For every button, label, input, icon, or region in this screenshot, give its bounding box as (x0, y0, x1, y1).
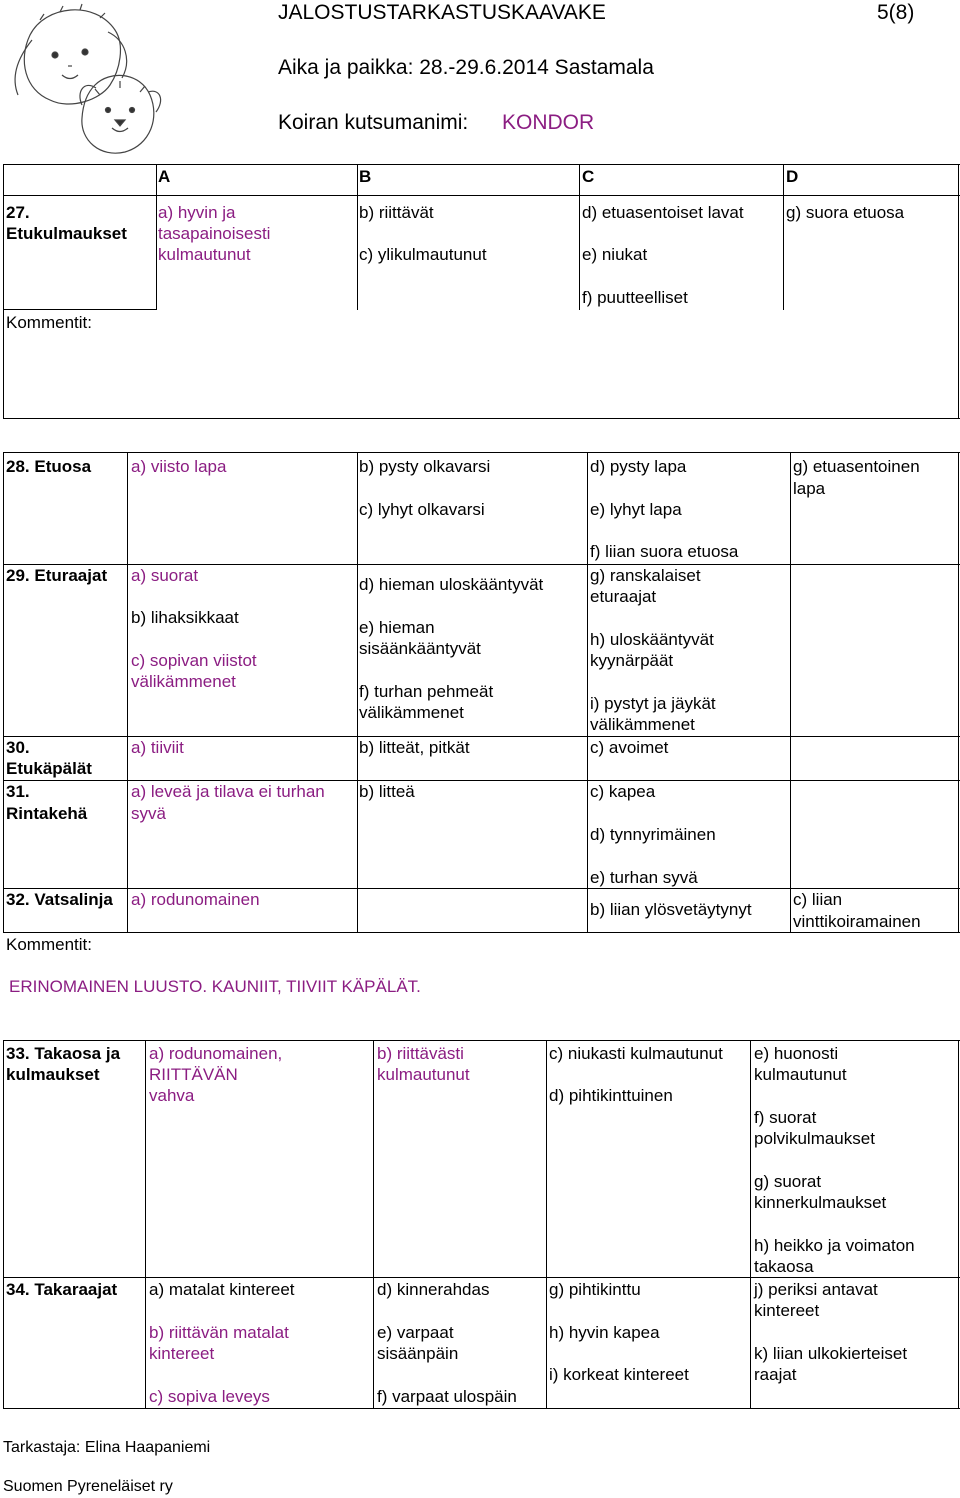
row34-option-b-2: kintereet (149, 1344, 215, 1363)
row29-option-i-2: välikämmenet (590, 715, 695, 734)
row29-option-g-2: eturaajat (590, 587, 657, 606)
row34-option-i: i) korkeat kintereet (549, 1365, 689, 1384)
row33-option-d: d) pihtikinttuinen (549, 1086, 673, 1105)
row33-option-e-2: kulmautunut (754, 1065, 847, 1084)
row27-option-a-3: kulmautunut (158, 245, 251, 264)
row32-option-c: c) liian (793, 890, 843, 909)
dog-name: KONDOR (502, 111, 595, 134)
row29-option-e-2: sisäänkääntyvät (359, 639, 481, 658)
row29-option-i: i) pystyt ja jäykät (590, 694, 716, 713)
row34-option-g: g) pihtikinttu (549, 1280, 641, 1299)
row33-option-e: e) huonosti (754, 1044, 839, 1063)
row29-option-g: g) ranskalaiset (590, 566, 701, 585)
row33-option-b: b) riittävästi (377, 1044, 464, 1063)
comment-label-1: Kommentit: (6, 313, 92, 332)
row34-option-h: h) hyvin kapea (549, 1323, 660, 1342)
row29-option-e: e) hieman (359, 618, 435, 637)
row33-option-g: g) suorat (754, 1172, 822, 1191)
row32-option-a: a) rodunomainen (131, 890, 260, 909)
row34-option-e-2: sisäänpäin (377, 1344, 459, 1363)
row34-option-j: j) periksi antavat (754, 1280, 878, 1299)
row34-label: 34. Takaraajat (6, 1280, 118, 1299)
row30-option-b: b) litteät, pitkät (359, 738, 470, 757)
row29-option-h: h) uloskääntyvät (590, 630, 714, 649)
row27-option-g: g) suora etuosa (786, 203, 905, 222)
row34-option-b: b) riittävän matalat (149, 1323, 289, 1342)
row31-option-e: e) turhan syvä (590, 868, 698, 887)
row33-option-a-2: RIITTÄVÄN (149, 1065, 238, 1084)
row27-option-a-2: tasapainoisesti (158, 224, 271, 243)
row33-option-h-2: takaosa (754, 1257, 814, 1276)
col-header-c: C (582, 167, 595, 186)
row28-option-a: a) viisto lapa (131, 457, 227, 476)
row29-option-c: c) sopivan viistot (131, 651, 257, 670)
row33-label: 33. Takaosa ja (6, 1044, 121, 1063)
row34-option-j-2: kintereet (754, 1301, 820, 1320)
row29-option-h-2: kyynärpäät (590, 651, 674, 670)
row33-option-f: f) suorat (754, 1108, 817, 1127)
row27-option-e: e) niukat (582, 245, 648, 264)
col-header-d: D (786, 167, 799, 186)
row28-label: 28. Etuosa (6, 457, 92, 476)
inspector-name: Tarkastaja: Elina Haapaniemi (3, 1439, 211, 1456)
row30-option-a: a) tiiviit (131, 738, 184, 757)
page-number: 5(8) (877, 1, 915, 24)
row29-label: 29. Eturaajat (6, 566, 108, 585)
row28-option-f: f) liian suora etuosa (590, 542, 739, 561)
col-header-a: A (158, 167, 171, 186)
row27-label: 27. (6, 203, 30, 222)
row34-option-d: d) kinnerahdas (377, 1280, 490, 1299)
row28-option-g: g) etuasentoinen (793, 457, 920, 476)
row34-option-k: k) liian ulkokierteiset (754, 1344, 908, 1363)
row34-option-c: c) sopiva leveys (149, 1387, 270, 1406)
row29-option-f-2: välikämmenet (359, 703, 464, 722)
row31-option-a-2: syvä (131, 804, 166, 823)
row33-option-c: c) niukasti kulmautunut (549, 1044, 723, 1063)
row32-option-b: b) liian ylösvetäytynyt (590, 900, 752, 919)
row34-option-e: e) varpaat (377, 1323, 454, 1342)
row30-label: 30. (6, 738, 30, 757)
row33-option-a: a) rodunomainen, (149, 1044, 283, 1063)
row28-option-c: c) lyhyt olkavarsi (359, 500, 485, 519)
row29-option-c-2: välikämmenet (131, 672, 236, 691)
time-place: Aika ja paikka: 28.-29.6.2014 Sastamala (278, 56, 654, 79)
row31-option-c: c) kapea (590, 782, 656, 801)
row31-label-2: Rintakehä (6, 804, 88, 823)
form-title: JALOSTUSTARKASTUSKAAVAKE (278, 1, 606, 24)
row31-option-d: d) tynnyrimäinen (590, 825, 716, 844)
row28-option-g-2: lapa (793, 479, 826, 498)
row33-option-h: h) heikko ja voimaton (754, 1236, 915, 1255)
comment-text: ERINOMAINEN LUUSTO. KAUNIIT, TIIVIIT KÄPÄLÄT. (9, 977, 421, 996)
row34-option-f: f) varpaat ulospäin (377, 1387, 517, 1406)
row33-label-2: kulmaukset (6, 1065, 100, 1084)
row29-option-f: f) turhan pehmeät (359, 682, 494, 701)
row27-option-f: f) puutteelliset (582, 288, 688, 307)
row32-option-c-2: vinttikoiramainen (793, 912, 921, 931)
row27-option-a: a) hyvin ja (158, 203, 236, 222)
row27-option-c: c) ylikulmautunut (359, 245, 487, 264)
row32-label: 32. Vatsalinja (6, 890, 113, 909)
row28-option-b: b) pysty olkavarsi (359, 457, 491, 476)
dogs-logo (0, 0, 165, 160)
row34-option-a: a) matalat kintereet (149, 1280, 295, 1299)
organization-name: Suomen Pyreneläiset ry (3, 1478, 173, 1495)
row30-option-c: c) avoimet (590, 738, 669, 757)
row27-option-b: b) riittävät (359, 203, 434, 222)
dog-name-label: Koiran kutsumanimi: (278, 111, 469, 134)
row29-option-a: a) suorat (131, 566, 199, 585)
row31-option-a: a) leveä ja tilava ei turhan (131, 782, 325, 801)
row31-option-b: b) litteä (359, 782, 415, 801)
row29-option-d: d) hieman uloskääntyvät (359, 575, 544, 594)
comment-label-2: Kommentit: (6, 935, 92, 954)
row28-option-d: d) pysty lapa (590, 457, 687, 476)
col-header-b: B (359, 167, 372, 186)
row33-option-f-2: polvikulmaukset (754, 1129, 875, 1148)
row29-option-b: b) lihaksikkaat (131, 608, 239, 627)
row34-option-k-2: raajat (754, 1365, 797, 1384)
row27-option-d: d) etuasentoiset lavat (582, 203, 744, 222)
row27-label-2: Etukulmaukset (6, 224, 127, 243)
row31-label: 31. (6, 782, 30, 801)
row33-option-g-2: kinnerkulmaukset (754, 1193, 887, 1212)
row33-option-b-2: kulmautunut (377, 1065, 470, 1084)
row30-label-2: Etukäpälät (6, 759, 92, 778)
row28-option-e: e) lyhyt lapa (590, 500, 682, 519)
row33-option-a-3: vahva (149, 1086, 195, 1105)
